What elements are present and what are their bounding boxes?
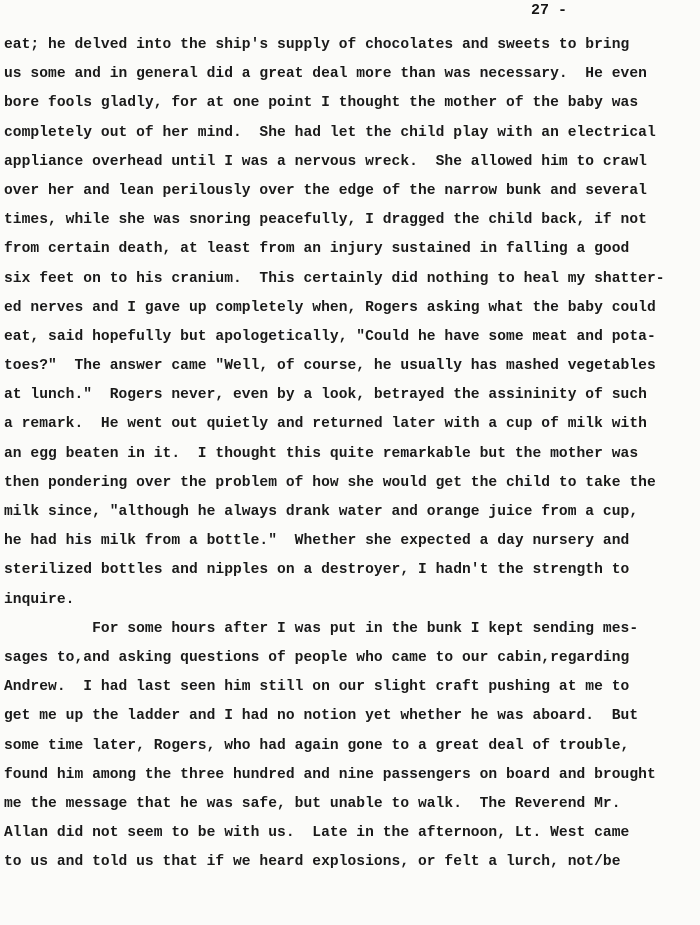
body-text <box>4 31 694 877</box>
text-line: appliance overhead until I was a nervous wreck. She allowed him to crawl <box>4 153 647 170</box>
text-line: eat; he delved into the ship's supply of chocolates and sweets to bring <box>4 37 630 53</box>
text-line: a remark. He went out quietly and returned later with a cup of milk with <box>4 416 647 433</box>
text-line: toes?" The answer came "Well, of course, he usually has mashed vegetables <box>4 358 656 375</box>
text-line: eat, said hopefully but apologetically, "Could he have some meat and pota- <box>4 328 656 345</box>
text-line: over her and lean perilously over the edge of the narrow bunk and several <box>4 182 647 199</box>
text-line: completely out of her mind. She had let the child play with an electrical <box>4 124 656 141</box>
text-line: at lunch." Rogers never, even by a look, betrayed the assininity of such <box>4 387 647 404</box>
text-line: bore fools gladly, for at one point I thought the mother of the baby was <box>4 95 639 112</box>
page-number: 27 - <box>531 2 568 19</box>
text-line: he had his milk from a bottle." Whether she expected a day nursery and <box>4 533 630 550</box>
text-line: times, while she was snoring peacefully, I dragged the child back, if not <box>4 212 647 229</box>
text-line: found him among the three hundred and nine passengers on board and brought <box>4 766 656 783</box>
text-line: me the message that he was safe, but unable to walk. The Reverend Mr. <box>4 795 621 812</box>
text-line: inquire. <box>4 591 75 608</box>
text-line: some time later, Rogers, who had again gone to a great deal of trouble, <box>4 737 630 754</box>
text-line: an egg beaten in it. I thought this quite remarkable but the mother was <box>4 445 639 462</box>
text-line: from certain death, at least from an injury sustained in falling a good <box>4 241 630 258</box>
text-line: Allan did not seem to be with us. Late in the afternoon, Lt. West came <box>4 825 630 842</box>
text-line: Andrew. I had last seen him still on our slight craft pushing at me to <box>4 679 630 696</box>
text-line: For some hours after I was put in the bunk I kept sending mes- <box>4 620 639 637</box>
text-line: to us and told us that if we heard explosions, or felt a lurch, not/be <box>4 854 621 871</box>
text-line: milk since, "although he always drank water and orange juice from a cup, <box>4 504 639 520</box>
text-line: ed nerves and I gave up completely when, Rogers asking what the baby could <box>4 299 656 316</box>
text-line: then pondering over the problem of how she would get the child to take the <box>4 474 656 491</box>
text-line: get me up the ladder and I had no notion yet whether he was aboard. But <box>4 708 639 725</box>
text-line: sterilized bottles and nipples on a destroyer, I hadn't the strength to <box>4 562 630 579</box>
text-line: us some and in general did a great deal more than was necessary. He even <box>4 66 647 83</box>
text-line: sages to,and asking questions of people who came to our cabin,regarding <box>4 649 630 666</box>
text-line: six feet on to his cranium. This certainly did nothing to heal my shatter- <box>4 270 665 287</box>
